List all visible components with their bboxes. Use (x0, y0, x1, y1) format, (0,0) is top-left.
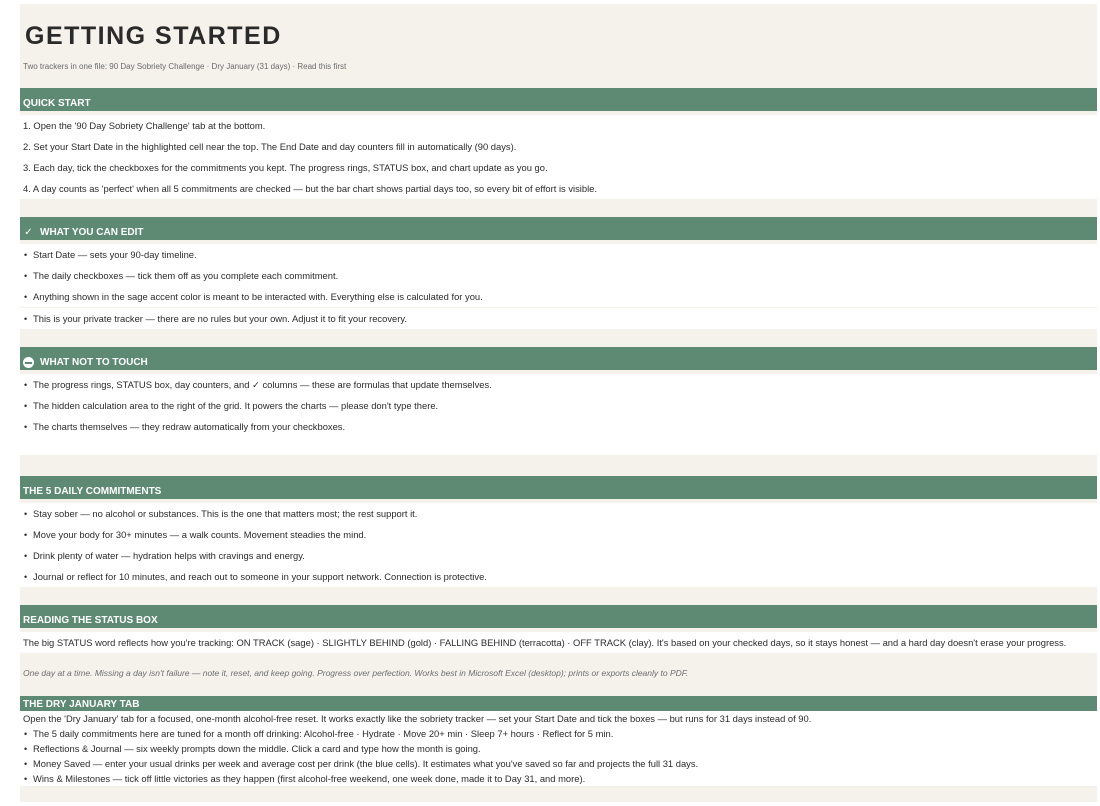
list-item: • The 5 daily commitments here are tuned for a month off drinking: Alcohol-free · Hydrate · Move 20+ min · Sleep 7+ hours · Reflect for 5 min. (20, 726, 1097, 741)
bullet-icon: • (24, 571, 28, 582)
section-heading: READING THE STATUS BOX (23, 615, 158, 626)
status-description: The big STATUS word reflects how you're tracking: ON TRACK (sage) · SLIGHTLY BEHIND (gold) · FALLING BEHIND (terracotta) · OFF TRACK (clay). It's based on your checked days, so it stays honest — and a hard day doesn't erase your progress. (20, 632, 1097, 653)
bullet-icon: • (24, 508, 28, 519)
section-heading: THE DRY JANUARY TAB (23, 699, 140, 710)
section-intro: Open the 'Dry January' tab for a focused, one-month alcohol-free reset. It works exactly like the sobriety tracker — set your Start Date and tick the boxes — but runs for 31 days instead of 90. (20, 711, 1097, 726)
bullet-icon: • (24, 291, 28, 302)
bullet-icon: • (24, 313, 28, 324)
bullet-icon: • (24, 773, 28, 784)
bullet-icon: • (24, 728, 28, 739)
list-item: • This is your private tracker — there are no rules but your own. Adjust it to fit your recovery. (20, 308, 1097, 329)
section-heading: WHAT NOT TO TOUCH (40, 357, 148, 368)
section-header-dry-january (20, 696, 1097, 711)
footnote: One day at a time. Missing a day isn't failure — note it, reset, and keep going. Progress over perfection. Works best in Microsoft Excel (desktop); prints or exports cleanly to PDF. (23, 668, 689, 678)
list-item: • The charts themselves — they redraw automatically from your checkboxes. (20, 416, 1097, 437)
section-header-commitments (20, 476, 1097, 499)
check-icon: ✓ (24, 227, 33, 238)
section-heading: QUICK START (23, 98, 91, 109)
bullet-icon: • (24, 400, 28, 411)
bullet-icon: • (24, 529, 28, 540)
minus-circle-icon (23, 357, 34, 368)
section-heading: THE 5 DAILY COMMITMENTS (23, 486, 162, 497)
list-item: • Stay sober — no alcohol or substances. This is the one that matters most; the rest support it. (20, 503, 1097, 524)
bullet-icon: • (24, 249, 28, 260)
bullet-icon: • (24, 379, 28, 390)
list-item: • Drink plenty of water — hydration helps with cravings and energy. (20, 545, 1097, 566)
list-item: 4. A day counts as 'perfect' when all 5 commitments are checked — but the bar chart shows partial days too, so every bit of effort is visible. (20, 178, 1097, 199)
bullet-icon: • (24, 743, 28, 754)
section-header-quick-start (20, 88, 1097, 111)
bullet-icon: • (24, 270, 28, 281)
page-subtitle: Two trackers in one file: 90 Day Sobriety Challenge · Dry January (31 days) · Read this first (23, 62, 347, 71)
list-item: • Money Saved — enter your usual drinks per week and average cost per drink (the blue cells). It estimates what you've saved so far and projects the full 31 days. (20, 756, 1097, 771)
list-item: 1. Open the '90 Day Sobriety Challenge' tab at the bottom. (20, 115, 1097, 136)
bullet-icon: • (24, 758, 28, 769)
section-header-not-touch (20, 347, 1097, 370)
list-item: • Reflections & Journal — six weekly prompts down the middle. Click a card and type how the month is going. (20, 741, 1097, 756)
list-item: • The hidden calculation area to the right of the grid. It powers the charts — please don't type there. (20, 395, 1097, 416)
bullet-icon: • (24, 550, 28, 561)
blank-row (20, 437, 1097, 455)
page-title: GETTING STARTED (25, 22, 282, 50)
list-item: • The daily checkboxes — tick them off as you complete each commitment. (20, 265, 1097, 286)
list-item: • Move your body for 30+ minutes — a walk counts. Movement steadies the mind. (20, 524, 1097, 545)
section-heading: WHAT YOU CAN EDIT (40, 227, 144, 238)
list-item: 2. Set your Start Date in the highlighted cell near the top. The End Date and day counters fill in automatically (90 days). (20, 136, 1097, 157)
list-item: • Wins & Milestones — tick off little victories as they happen (first alcohol-free weekend, one week done, made it to Day 31, and more). (20, 771, 1097, 786)
bullet-icon: • (24, 421, 28, 432)
section-header-can-edit (20, 217, 1097, 240)
list-item: • The progress rings, STATUS box, day counters, and ✓ columns — these are formulas that update themselves. (20, 374, 1097, 395)
list-item: • Start Date — sets your 90-day timeline. (20, 244, 1097, 265)
section-header-status-box (20, 605, 1097, 628)
list-item: 3. Each day, tick the checkboxes for the commitments you kept. The progress rings, STATUS box, and chart update as you go. (20, 157, 1097, 178)
list-item: • Journal or reflect for 10 minutes, and reach out to someone in your support network. Connection is protective. (20, 566, 1097, 587)
list-item: • Anything shown in the sage accent color is meant to be interacted with. Everything else is calculated for you. (20, 286, 1097, 307)
